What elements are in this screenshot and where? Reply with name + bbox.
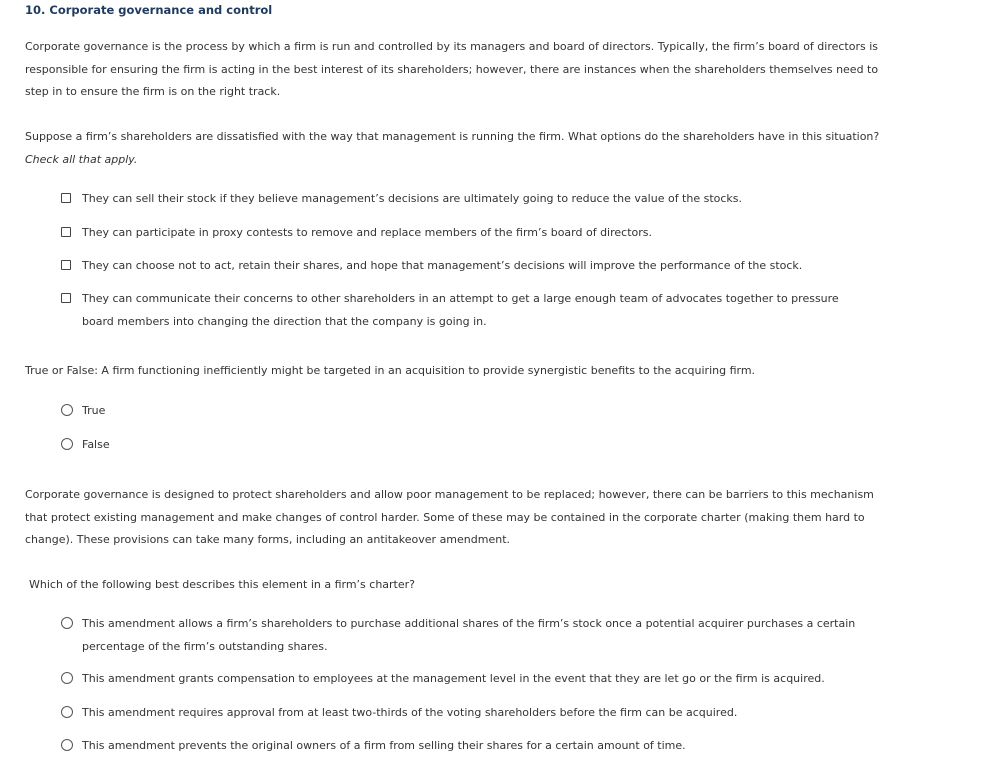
- checkbox[interactable]: [61, 293, 71, 303]
- checkbox[interactable]: [61, 260, 71, 270]
- q3-prompt: Which of the following best describes this element in a firm’s charter?: [29, 578, 415, 591]
- governance-paragraph: Corporate governance is designed to protect shareholders and allow poor management to be replaced; however, there can be barriers to this mechanism that protect existing management and make changes of control harder. Some of these may be contained in the corporate charter (making them hard to change). These provisions can take many forms, including an antitakeover amendment.: [25, 488, 874, 546]
- q1-prompt-text: Suppose a firm’s shareholders are dissatisfied with the way that management is running the firm. What options do the shareholders have in this situation?: [25, 130, 880, 143]
- q1-option-2[interactable]: [61, 222, 861, 245]
- q3-option-1[interactable]: [61, 613, 861, 658]
- option-label: They can communicate their concerns to other shareholders in an attempt to get a large enough team of advocates together to pressure board members into changing the direction that the company is going in.: [82, 292, 839, 328]
- option-label: True: [82, 404, 106, 417]
- radio-button[interactable]: [61, 706, 73, 718]
- option-label: They can choose not to act, retain their shares, and hope that management’s decisions will improve the performance of the stock.: [82, 259, 803, 272]
- q3-option-2[interactable]: [61, 668, 861, 691]
- q1-option-1[interactable]: [61, 188, 861, 211]
- option-label: This amendment grants compensation to employees at the management level in the event that they are let go or the firm is acquired.: [82, 672, 825, 685]
- q3-option-3[interactable]: [61, 702, 861, 725]
- checkbox[interactable]: [61, 193, 71, 203]
- radio-button[interactable]: [61, 438, 73, 450]
- radio-button[interactable]: [61, 404, 73, 416]
- q2-prompt: True or False: A firm functioning inefficiently might be targeted in an acquisition to provide synergistic benefits to the acquiring firm.: [25, 364, 756, 377]
- option-label: This amendment requires approval from at least two-thirds of the voting shareholders before the firm can be acquired.: [82, 706, 738, 719]
- q1-option-4[interactable]: [61, 288, 861, 333]
- q1-instruction: Check all that apply.: [25, 152, 138, 166]
- q3-option-4[interactable]: [61, 735, 861, 758]
- radio-button[interactable]: [61, 672, 73, 684]
- radio-button[interactable]: [61, 617, 73, 629]
- q2-option-true[interactable]: [61, 400, 861, 423]
- checkbox[interactable]: [61, 227, 71, 237]
- option-label: They can sell their stock if they believe management’s decisions are ultimately going to reduce the value of the stocks.: [82, 192, 743, 205]
- radio-button[interactable]: [61, 739, 73, 751]
- q2-option-false[interactable]: [61, 434, 861, 457]
- intro-paragraph: Corporate governance is the process by which a firm is run and controlled by its managers and board of directors. Typically, the firm’s board of directors is responsible for ensuring the firm is acting in the best interest of its shareholders; however, there are instances when the shareholders themselves need to step in to ensure the firm is on the right track.: [25, 40, 879, 98]
- option-label: They can participate in proxy contests to remove and replace members of the firm’s board of directors.: [82, 226, 653, 239]
- q1-option-3[interactable]: [61, 255, 861, 278]
- option-label: This amendment allows a firm’s shareholders to purchase additional shares of the firm’s stock once a potential acquirer purchases a certain percentage of the firm’s outstanding shares.: [82, 617, 856, 653]
- q1-prompt: [25, 126, 895, 171]
- option-label: False: [82, 438, 110, 451]
- option-label: This amendment prevents the original owners of a firm from selling their shares for a certain amount of time.: [82, 739, 686, 752]
- question-title: 10. Corporate governance and control: [25, 3, 273, 17]
